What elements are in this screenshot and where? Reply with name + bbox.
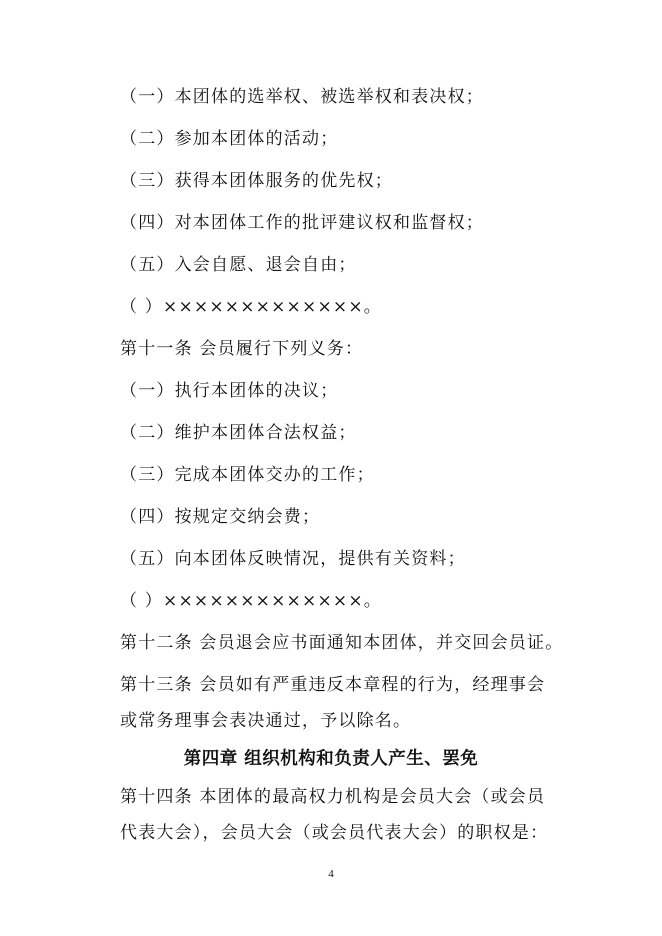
chapter-4-heading: 第四章 组织机构和负责人产生、罢免 — [183, 749, 479, 769]
text-line-right-vote: （一）本团体的选举权、被选举权和表决权； — [120, 87, 484, 107]
text-line-right-placeholder: （ ）×××××××××××××。 — [120, 297, 382, 317]
text-line-duty-work: （三）完成本团体交办的工作； — [120, 465, 375, 485]
text-line-right-priority: （三）获得本团体服务的优先权； — [120, 171, 393, 191]
text-line-duty-fees: （四）按规定交纳会费； — [120, 507, 321, 527]
text-line-duty-rights: （二）维护本团体合法权益； — [120, 423, 357, 443]
page-number: 4 — [328, 868, 334, 880]
article-14-text: 第十四条 本团体的最高权力机构是会员大会（或会员代表大会），会员大会（或会员代表大会）的职权是： — [120, 787, 549, 843]
text-line-duty-placeholder: （ ）×××××××××××××。 — [120, 591, 382, 611]
text-line-right-freedom: （五）入会自愿、退会自由； — [120, 255, 357, 275]
text-line-duty-resolution: （一）执行本团体的决议； — [120, 381, 339, 401]
article-13-text: 第十三条 会员如有严重违反本章程的行为，经理事会或常务理事会表决通过，予以除名。 — [120, 675, 546, 731]
text-line-right-activities: （二）参加本团体的活动； — [120, 129, 339, 149]
article-11-title: 第十一条 会员履行下列义务： — [120, 339, 364, 359]
article-12-text: 第十二条 会员退会应书面通知本团体，并交回会员证。 — [120, 633, 564, 653]
text-line-right-supervise: （四）对本团体工作的批评建议权和监督权； — [120, 213, 484, 233]
text-line-duty-report: （五）向本团体反映情况，提供有关资料； — [120, 549, 466, 569]
